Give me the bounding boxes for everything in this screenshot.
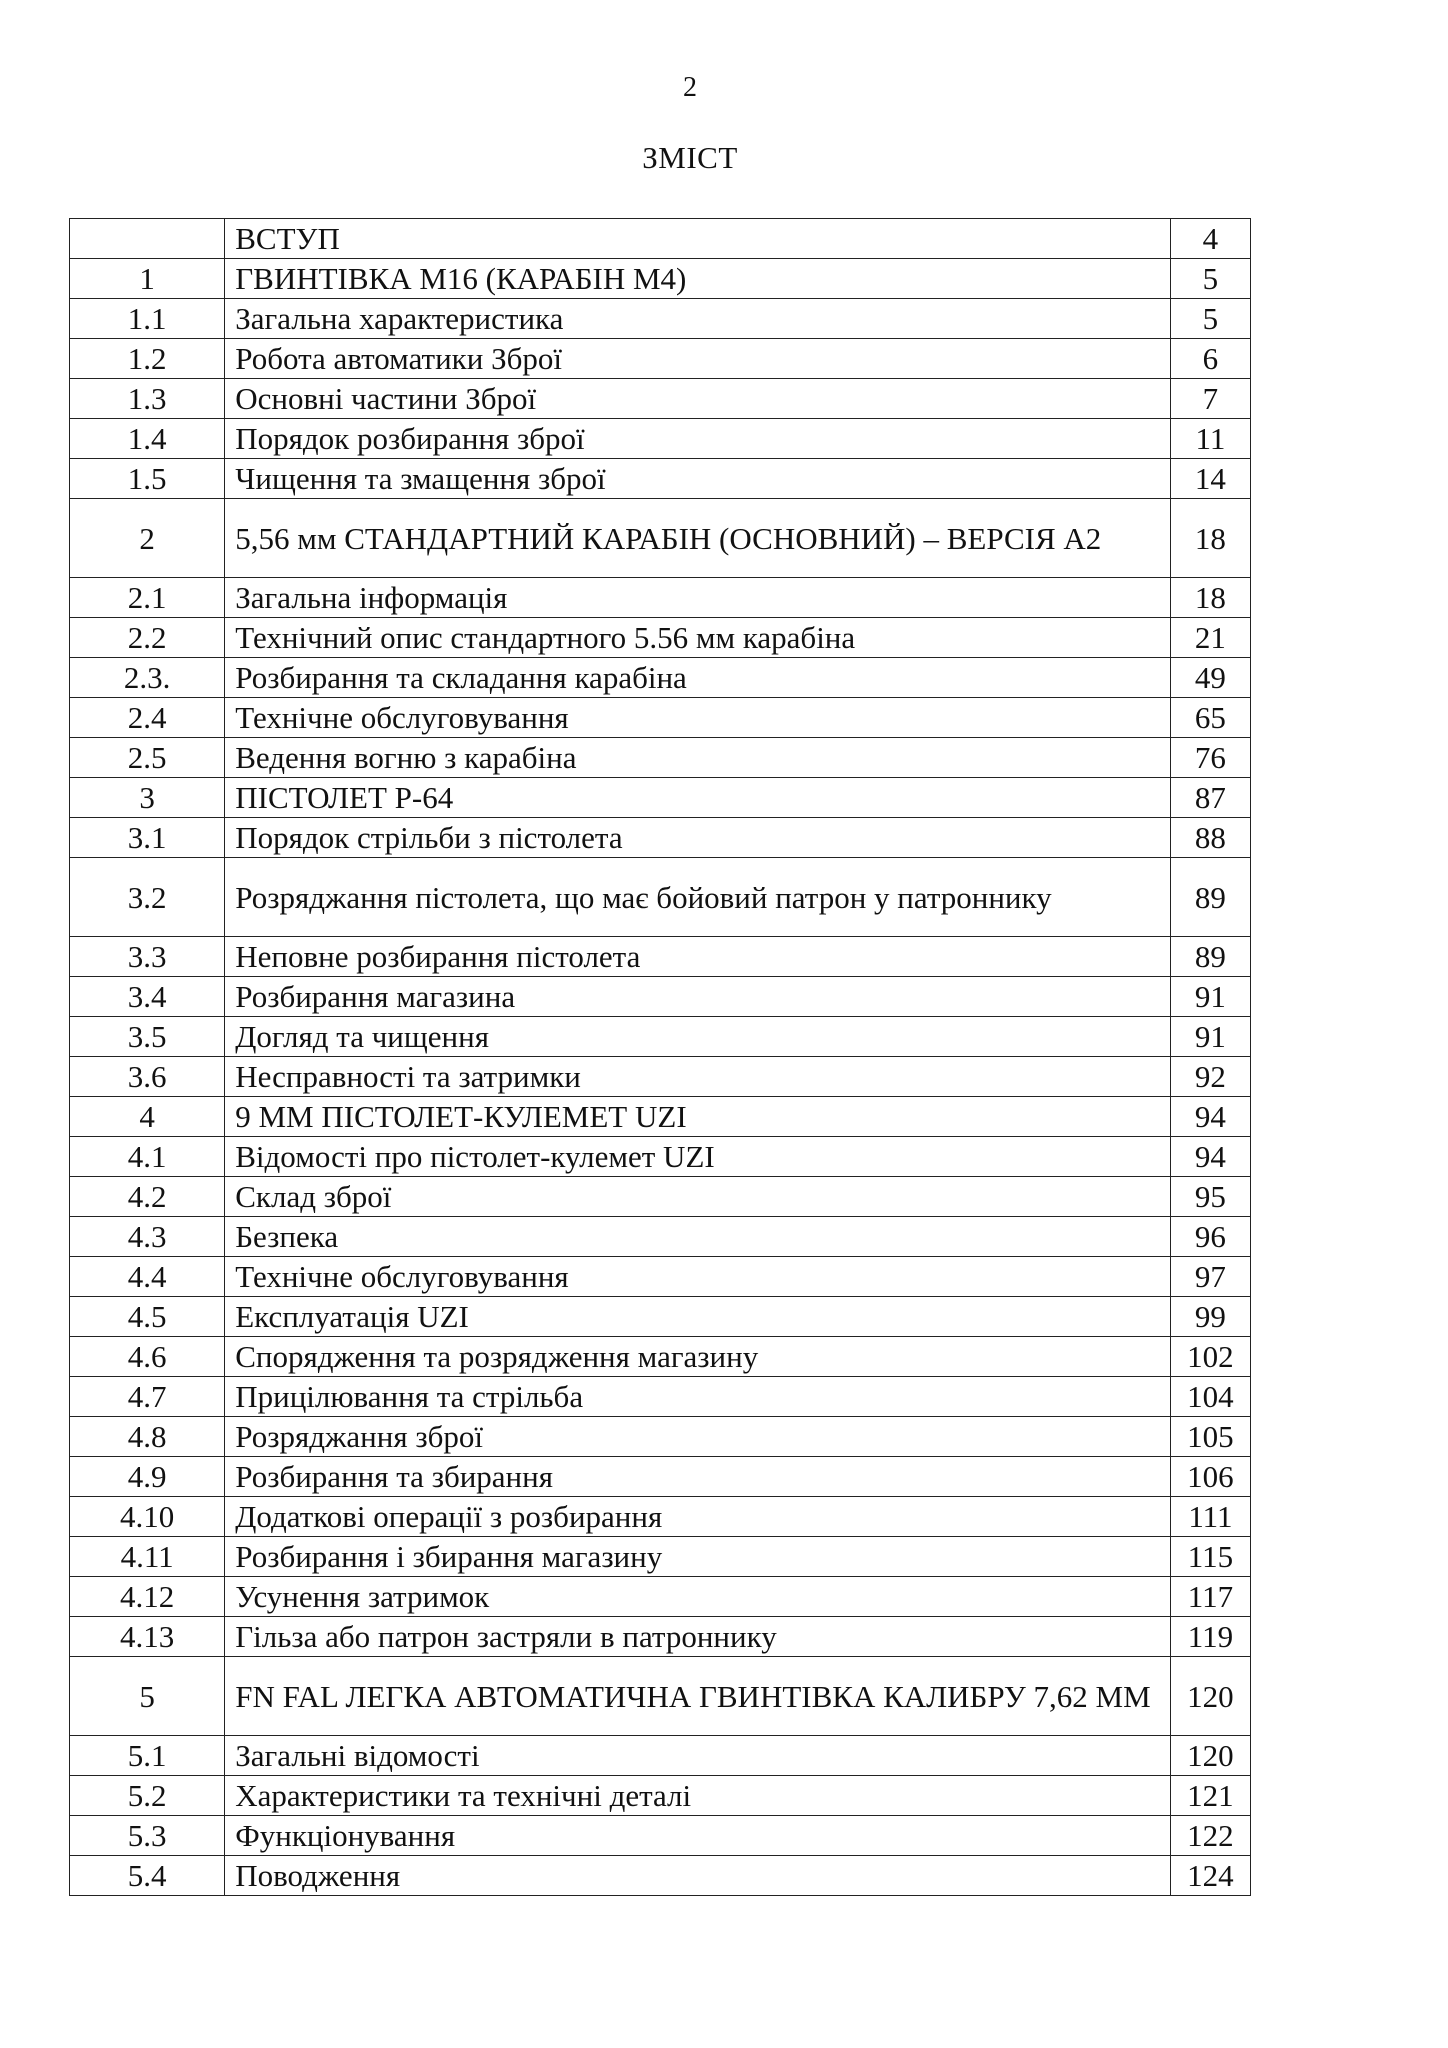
toc-section-number: 1.3 <box>70 379 225 419</box>
toc-row <box>70 1816 1251 1856</box>
toc-page-number: 117 <box>1170 1577 1250 1617</box>
toc-section-title: Характеристики та технічні деталі <box>225 1776 1171 1816</box>
toc-row <box>70 459 1251 499</box>
toc-row <box>70 1177 1251 1217</box>
toc-section-title: Розряджання зброї <box>225 1417 1171 1457</box>
toc-page-number: 76 <box>1170 738 1250 778</box>
toc-section-number: 1.4 <box>70 419 225 459</box>
toc-section-number: 5.4 <box>70 1856 225 1896</box>
toc-page-number: 5 <box>1170 299 1250 339</box>
toc-section-number: 4.13 <box>70 1617 225 1657</box>
toc-section-number: 4.8 <box>70 1417 225 1457</box>
toc-section-title: FN FAL ЛЕГКА АВТОМАТИЧНА ГВИНТІВКА КАЛИБРУ 7,62 ММ <box>225 1657 1171 1736</box>
toc-page-number: 121 <box>1170 1776 1250 1816</box>
toc-page-number: 105 <box>1170 1417 1250 1457</box>
toc-row <box>70 698 1251 738</box>
toc-section-number: 1.1 <box>70 299 225 339</box>
toc-page-number: 119 <box>1170 1617 1250 1657</box>
toc-section-title: Загальна інформація <box>225 578 1171 618</box>
toc-row <box>70 1617 1251 1657</box>
toc-section-number: 5 <box>70 1657 225 1736</box>
toc-page-number: 111 <box>1170 1497 1250 1537</box>
toc-section-title: Розбирання та збирання <box>225 1457 1171 1497</box>
toc-row <box>70 578 1251 618</box>
toc-row <box>70 1537 1251 1577</box>
toc-page-number: 104 <box>1170 1377 1250 1417</box>
toc-row <box>70 419 1251 459</box>
toc-section-number: 1.2 <box>70 339 225 379</box>
toc-row <box>70 1577 1251 1617</box>
toc-section-title: Загальні відомості <box>225 1736 1171 1776</box>
toc-section-title: Розбирання і збирання магазину <box>225 1537 1171 1577</box>
toc-section-title: Чищення та змащення зброї <box>225 459 1171 499</box>
toc-row <box>70 1337 1251 1377</box>
toc-row <box>70 1057 1251 1097</box>
toc-row <box>70 1657 1251 1736</box>
toc-page-number: 88 <box>1170 818 1250 858</box>
toc-section-title: Ведення вогню з карабіна <box>225 738 1171 778</box>
toc-section-title: ГВИНТІВКА М16 (КАРАБІН М4) <box>225 259 1171 299</box>
toc-row <box>70 1377 1251 1417</box>
toc-section-number: 2 <box>70 499 225 578</box>
toc-section-number: 2.5 <box>70 738 225 778</box>
toc-section-number: 4.7 <box>70 1377 225 1417</box>
toc-page-number: 7 <box>1170 379 1250 419</box>
toc-page-number: 18 <box>1170 578 1250 618</box>
toc-section-title: Прицілювання та стрільба <box>225 1377 1171 1417</box>
toc-row <box>70 618 1251 658</box>
toc-page-number: 99 <box>1170 1297 1250 1337</box>
toc-row <box>70 778 1251 818</box>
toc-row <box>70 1257 1251 1297</box>
toc-section-title: Основні частини Зброї <box>225 379 1171 419</box>
toc-page-number: 91 <box>1170 1017 1250 1057</box>
toc-page-number: 18 <box>1170 499 1250 578</box>
toc-page-number: 21 <box>1170 618 1250 658</box>
toc-row <box>70 1856 1251 1896</box>
toc-section-number: 1.5 <box>70 459 225 499</box>
toc-section-number: 2.2 <box>70 618 225 658</box>
toc-section-title: Неповне розбирання пістолета <box>225 937 1171 977</box>
toc-section-number: 3.2 <box>70 858 225 937</box>
toc-page-number: 89 <box>1170 858 1250 937</box>
toc-row <box>70 1297 1251 1337</box>
toc-page-number: 96 <box>1170 1217 1250 1257</box>
toc-section-number: 3 <box>70 778 225 818</box>
toc-section-title: Розряджання пістолета, що має бойовий патрон у патроннику <box>225 858 1171 937</box>
toc-page-number: 122 <box>1170 1816 1250 1856</box>
toc-page-number: 120 <box>1170 1736 1250 1776</box>
toc-row <box>70 499 1251 578</box>
toc-section-title: Порядок розбирання зброї <box>225 419 1171 459</box>
toc-section-number: 3.5 <box>70 1017 225 1057</box>
toc-section-title: Догляд та чищення <box>225 1017 1171 1057</box>
toc-section-number: 4.10 <box>70 1497 225 1537</box>
toc-row <box>70 977 1251 1017</box>
toc-section-title: Розбирання та складання карабіна <box>225 658 1171 698</box>
toc-section-title: Усунення затримок <box>225 1577 1171 1617</box>
toc-page-number: 97 <box>1170 1257 1250 1297</box>
toc-page-number: 49 <box>1170 658 1250 698</box>
toc-section-title: Несправності та затримки <box>225 1057 1171 1097</box>
toc-section-title: Склад зброї <box>225 1177 1171 1217</box>
toc-row <box>70 738 1251 778</box>
toc-row <box>70 658 1251 698</box>
toc-section-title: Технічний опис стандартного 5.56 мм карабіна <box>225 618 1171 658</box>
toc-section-number: 4.2 <box>70 1177 225 1217</box>
toc-row <box>70 1017 1251 1057</box>
toc-row <box>70 379 1251 419</box>
toc-section-number: 4.9 <box>70 1457 225 1497</box>
toc-row <box>70 1776 1251 1816</box>
toc-section-number: 2.1 <box>70 578 225 618</box>
toc-row <box>70 1417 1251 1457</box>
toc-row <box>70 259 1251 299</box>
toc-page-number: 87 <box>1170 778 1250 818</box>
toc-section-title: Безпека <box>225 1217 1171 1257</box>
toc-section-title: Порядок стрільби з пістолета <box>225 818 1171 858</box>
toc-page-number: 65 <box>1170 698 1250 738</box>
toc-section-number: 4.4 <box>70 1257 225 1297</box>
toc-page-number: 5 <box>1170 259 1250 299</box>
toc-body <box>70 219 1251 1896</box>
toc-section-title: Відомості про пістолет-кулемет UZI <box>225 1137 1171 1177</box>
toc-row <box>70 1497 1251 1537</box>
toc-row <box>70 1457 1251 1497</box>
toc-page-number: 124 <box>1170 1856 1250 1896</box>
toc-section-number: 5.1 <box>70 1736 225 1776</box>
toc-row <box>70 1217 1251 1257</box>
toc-section-number <box>70 219 225 259</box>
toc-row <box>70 299 1251 339</box>
toc-row <box>70 219 1251 259</box>
toc-section-number: 3.4 <box>70 977 225 1017</box>
toc-section-title: ВСТУП <box>225 219 1171 259</box>
toc-section-title: Розбирання магазина <box>225 977 1171 1017</box>
toc-row <box>70 1137 1251 1177</box>
toc-section-number: 5.2 <box>70 1776 225 1816</box>
toc-section-number: 4.1 <box>70 1137 225 1177</box>
toc-page-number: 94 <box>1170 1137 1250 1177</box>
toc-page-number: 106 <box>1170 1457 1250 1497</box>
toc-section-title: 5,56 мм СТАНДАРТНИЙ КАРАБІН (ОСНОВНИЙ) – ВЕРСІЯ А2 <box>225 499 1171 578</box>
toc-section-number: 4.6 <box>70 1337 225 1377</box>
toc-section-title: Експлуатація UZI <box>225 1297 1171 1337</box>
toc-row <box>70 1736 1251 1776</box>
toc-row <box>70 818 1251 858</box>
toc-page-number: 89 <box>1170 937 1250 977</box>
toc-page-number: 102 <box>1170 1337 1250 1377</box>
toc-section-number: 3.6 <box>70 1057 225 1097</box>
page-number: 2 <box>683 72 697 103</box>
toc-section-title: Робота автоматики Зброї <box>225 339 1171 379</box>
toc-section-number: 4.11 <box>70 1537 225 1577</box>
toc-section-number: 1 <box>70 259 225 299</box>
toc-section-title: Додаткові операції з розбирання <box>225 1497 1171 1537</box>
toc-section-number: 3.1 <box>70 818 225 858</box>
toc-section-title: Спорядження та розрядження магазину <box>225 1337 1171 1377</box>
toc-row <box>70 339 1251 379</box>
toc-section-title: Поводження <box>225 1856 1171 1896</box>
toc-section-title: 9 ММ ПІСТОЛЕТ-КУЛЕМЕТ UZI <box>225 1097 1171 1137</box>
toc-section-number: 3.3 <box>70 937 225 977</box>
toc-page-number: 115 <box>1170 1537 1250 1577</box>
toc-row <box>70 937 1251 977</box>
toc-page-number: 95 <box>1170 1177 1250 1217</box>
page-title: ЗМІСТ <box>642 140 738 175</box>
toc-row <box>70 858 1251 937</box>
toc-page-number: 92 <box>1170 1057 1250 1097</box>
toc-section-number: 5.3 <box>70 1816 225 1856</box>
toc-section-number: 2.3. <box>70 658 225 698</box>
toc-page-number: 94 <box>1170 1097 1250 1137</box>
toc-section-number: 4.5 <box>70 1297 225 1337</box>
toc-page-number: 6 <box>1170 339 1250 379</box>
toc-section-number: 4.3 <box>70 1217 225 1257</box>
toc-section-title: Загальна характеристика <box>225 299 1171 339</box>
toc-section-number: 4.12 <box>70 1577 225 1617</box>
toc-page-number: 4 <box>1170 219 1250 259</box>
toc-section-title: ПІСТОЛЕТ Р-64 <box>225 778 1171 818</box>
toc-section-title: Технічне обслуговування <box>225 698 1171 738</box>
toc-row <box>70 1097 1251 1137</box>
toc-section-title: Технічне обслуговування <box>225 1257 1171 1297</box>
toc-page-number: 14 <box>1170 459 1250 499</box>
toc-section-title: Функціонування <box>225 1816 1171 1856</box>
toc-page-number: 11 <box>1170 419 1250 459</box>
toc-section-number: 4 <box>70 1097 225 1137</box>
toc-section-title: Гільза або патрон застряли в патроннику <box>225 1617 1171 1657</box>
toc-page-number: 91 <box>1170 977 1250 1017</box>
toc-page-number: 120 <box>1170 1657 1250 1736</box>
toc-section-number: 2.4 <box>70 698 225 738</box>
table-of-contents <box>69 218 1251 1896</box>
